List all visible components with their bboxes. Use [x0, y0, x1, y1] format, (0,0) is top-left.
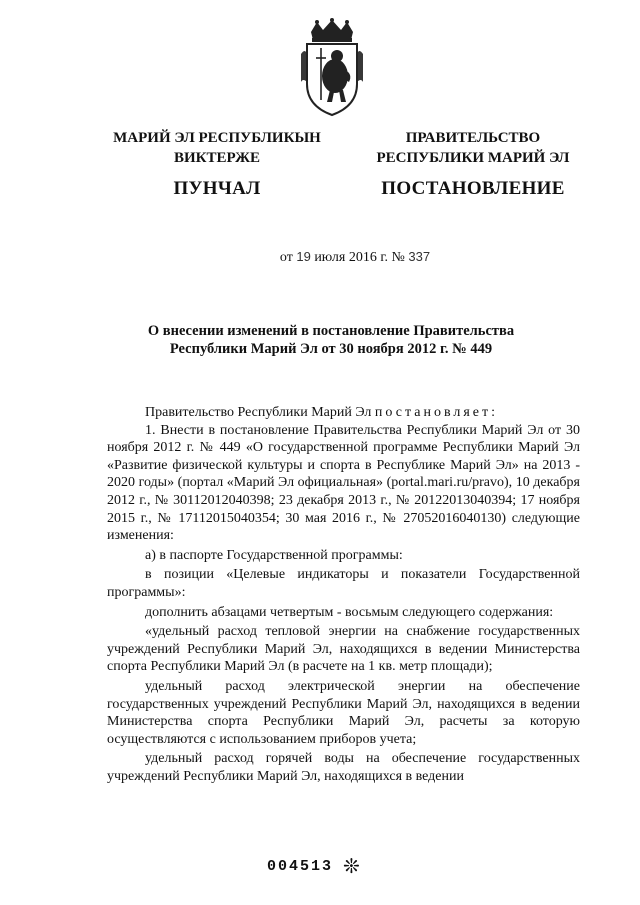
- header-right-block: [350, 128, 596, 199]
- document-number: 337: [408, 249, 431, 264]
- paragraph-3: в позиции «Целевые индикаторы и показатели Государственной программы»:: [107, 567, 580, 600]
- subject-line1: О внесении изменений в постановление Правительства: [147, 323, 515, 339]
- paragraph-5: «удельный расход тепловой энергии на снабжение государственных учреждений Республики Марий Эл, находящихся в ведении Министерства спорта Республики Марий Эл (в расчете на 1 кв. метр площади);: [107, 624, 580, 675]
- paragraph-6: удельный расход электрической энергии на обеспечение государственных учреждений Республики Марий Эл, находящихся в ведении Министерства спорта Республики Марий Эл, расчеты за которую осуществляются с использованием приборов учета;: [107, 678, 580, 747]
- date-prefix: от: [279, 250, 293, 265]
- paragraph-1: 1. Внести в постановление Правительства Республики Марий Эл от 30 ноября 2012 г. № 449 «О государственной программе Республики Марий Эл «Развитие физической культуры и спорта в Республике Марий Эл» на 2013 - 2020 годы» (портал «Марий Эл официальная» (portal.mari.ru/pravo), 10 декабря 2012 г., № 30112012040398; 23 декабря 2013 г., № 20122013040394; 17 ноября 2015 г., № 17112015040354; 30 мая 2016 г., № 27052016040130) следующие изменения:: [107, 422, 580, 544]
- date-day: 19: [296, 249, 311, 264]
- opening-text: Правительство Республики Марий Эл: [145, 405, 375, 420]
- document-date-line: [0, 249, 640, 266]
- subject-line2: Республики Марий Эл от 30 ноября 2012 г. № 449: [169, 341, 493, 357]
- footer-ornament-icon: ❊: [343, 854, 360, 878]
- header-left-block: [92, 128, 342, 199]
- opening-verb: постановляет:: [374, 405, 499, 420]
- paragraph-7: удельный расход горячей воды на обеспечение государственных учреждений Республики Марий Эл, находящихся в ведении: [107, 751, 580, 784]
- date-month-year: июля 2016 г. №: [314, 250, 405, 265]
- form-serial-number: 004513: [267, 858, 334, 875]
- paragraph-4: дополнить абзацами четвертым - восьмым следующего содержания:: [145, 604, 554, 620]
- header-left-act-type: ПУНЧАЛ: [173, 178, 261, 199]
- header-left-line1: МАРИЙ ЭЛ РЕСПУБЛИКЫН: [113, 130, 321, 146]
- header-right-line2: РЕСПУБЛИКИ МАРИЙ ЭЛ: [376, 150, 570, 166]
- document-subject: [100, 322, 562, 358]
- paragraph-2: а) в паспорте Государственной программы:: [145, 547, 403, 563]
- header-right-act-type: ПОСТАНОВЛЕНИЕ: [381, 178, 565, 199]
- opening-paragraph: [107, 404, 580, 422]
- header-right-line1: ПРАВИТЕЛЬСТВО: [405, 130, 541, 146]
- header-left-line2: ВИКТЕРЖЕ: [173, 150, 261, 166]
- coat-of-arms-emblem: [297, 18, 367, 118]
- document-body: [107, 404, 580, 785]
